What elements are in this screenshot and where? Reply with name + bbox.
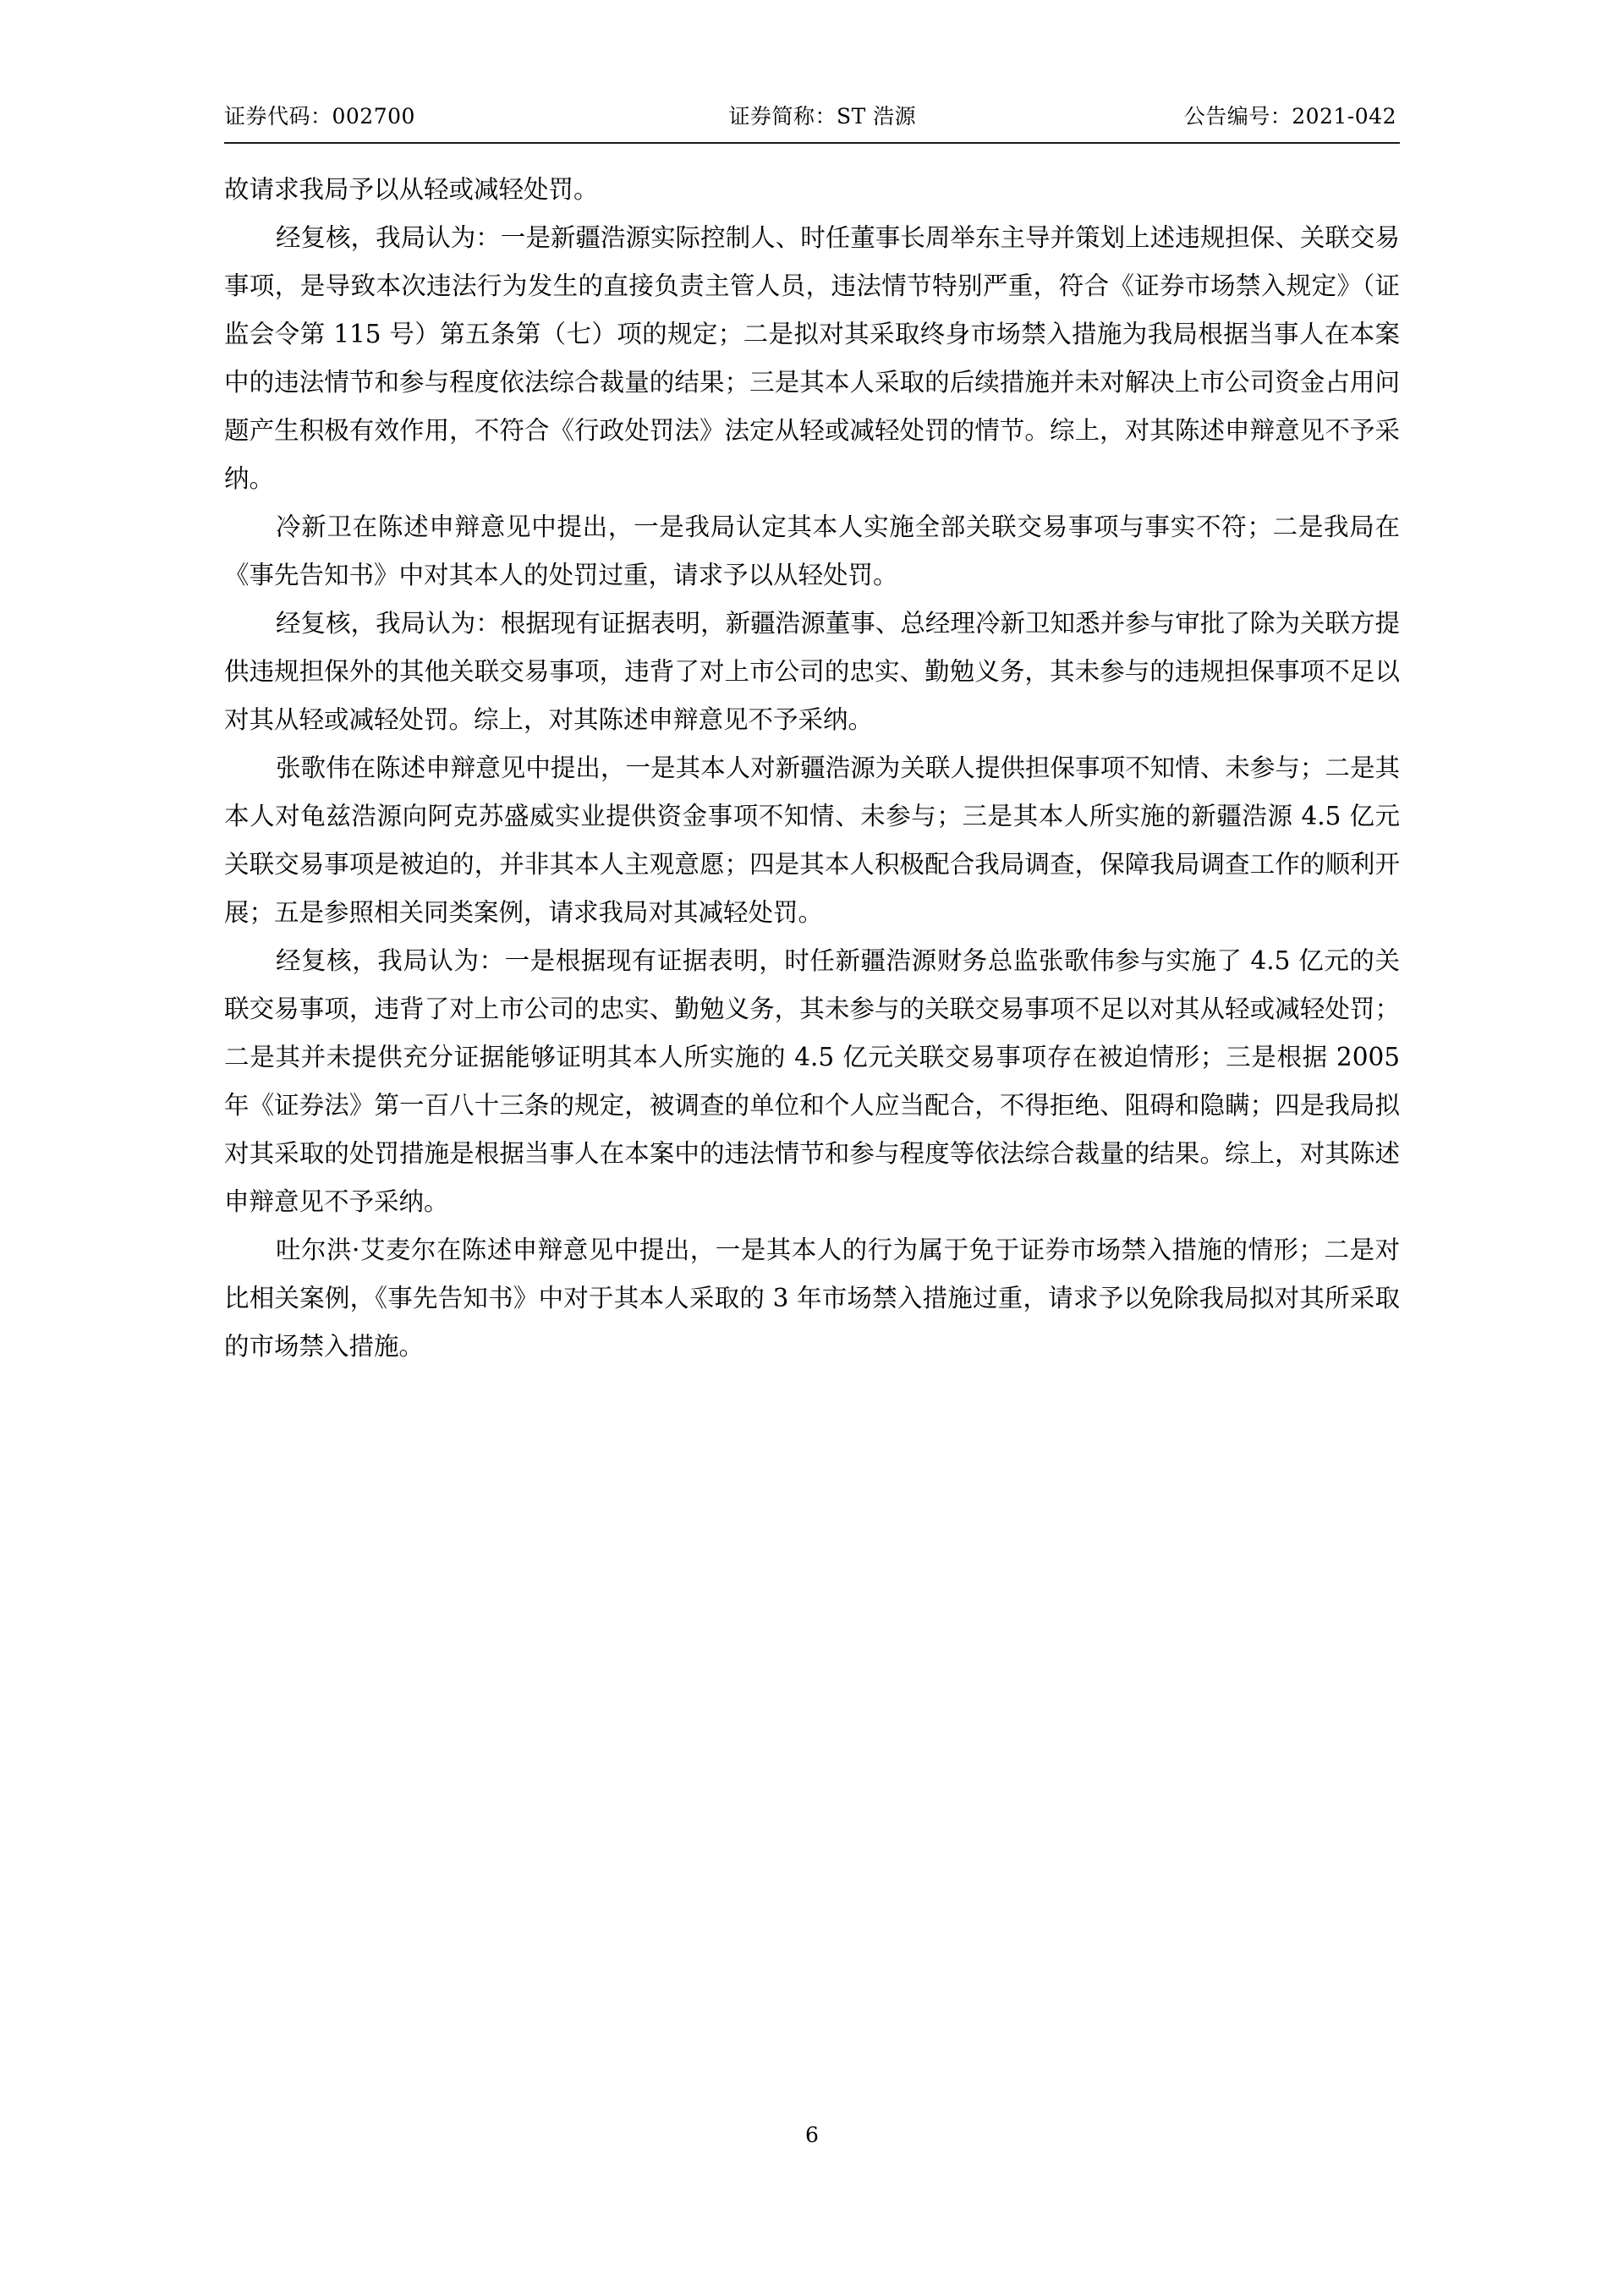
page-content: [224, 100, 1400, 1371]
paragraph-3: 经复核，我局认为：根据现有证据表明，新疆浩源董事、总经理冷新卫知悉并参与审批了除为关联方提供违规担保外的其他关联交易事项，违背了对上市公司的忠实、勤勉义务，其未参与的违规担保事项不足以对其从轻或减轻处罚。综上，对其陈述申辩意见不予采纳。: [224, 609, 1400, 734]
paragraph-1: 经复核，我局认为：一是新疆浩源实际控制人、时任董事长周举东主导并策划上述违规担保、关联交易事项，是导致本次违法行为发生的直接负责主管人员，违法情节特别严重，符合《证券市场禁入规定》（证监会令第 115 号）第五条第（七）项的规定；二是拟对其采取终身市场禁入措施为我局根据当事人在本案中的违法情节和参与程度依法综合裁量的结果；三是其本人采取的后续措施并未对解决上市公司资金占用问题产生积极有效作用，不符合《行政处罚法》法定从轻或减轻处罚的情节。综上，对其陈述申辩意见不予采纳。: [224, 223, 1400, 493]
page-number: 6: [805, 2123, 819, 2147]
paragraph-5: 经复核，我局认为：一是根据现有证据表明，时任新疆浩源财务总监张歌伟参与实施了 4.5 亿元的关联交易事项，违背了对上市公司的忠实、勤勉义务，其未参与的关联交易事项不足以对其从轻或减轻处罚；二是其并未提供充分证据能够证明其本人所实施的 4.5 亿元关联交易事项存在被迫情形；三是根据 2005 年《证券法》第一百八十三条的规定，被调查的单位和个人应当配合，不得拒绝、阻碍和隐瞒；四是我局拟对其采取的处罚措施是根据当事人在本案中的违法情节和参与程度等依法综合裁量的结果。综上，对其陈述申辩意见不予采纳。: [224, 946, 1400, 1216]
paragraph-0: 故请求我局予以从轻或减轻处罚。: [224, 175, 599, 204]
paragraph-2: 冷新卫在陈述申辩意见中提出，一是我局认定其本人实施全部关联交易事项与事实不符；二是我局在《事先告知书》中对其本人的处罚过重，请求予以从轻处罚。: [224, 512, 1400, 589]
paragraph-4: 张歌伟在陈述申辩意见中提出，一是其本人对新疆浩源为关联人提供担保事项不知情、未参与；二是其本人对龟兹浩源向阿克苏盛威实业提供资金事项不知情、未参与；三是其本人所实施的新疆浩源 4.5 亿元关联交易事项是被迫的，并非其本人主观意愿；四是其本人积极配合我局调查，保障我局调查工作的顺利开展；五是参照相关同类案例，请求我局对其减轻处罚。: [224, 753, 1400, 927]
security-code-label: 证券代码：002700: [224, 104, 415, 129]
page-header: [224, 100, 1400, 144]
notice-number-label: 公告编号：2021-042: [1183, 104, 1396, 129]
security-name-label: 证券简称：ST 浩源: [728, 104, 917, 129]
paragraph-6: 吐尔洪·艾麦尔在陈述申辩意见中提出，一是其本人的行为属于免于证券市场禁入措施的情形；二是对比相关案例，《事先告知书》中对于其本人采取的 3 年市场禁入措施过重，请求予以免除我局拟对其所采取的市场禁入措施。: [224, 1236, 1400, 1361]
document-body: [224, 166, 1400, 1371]
